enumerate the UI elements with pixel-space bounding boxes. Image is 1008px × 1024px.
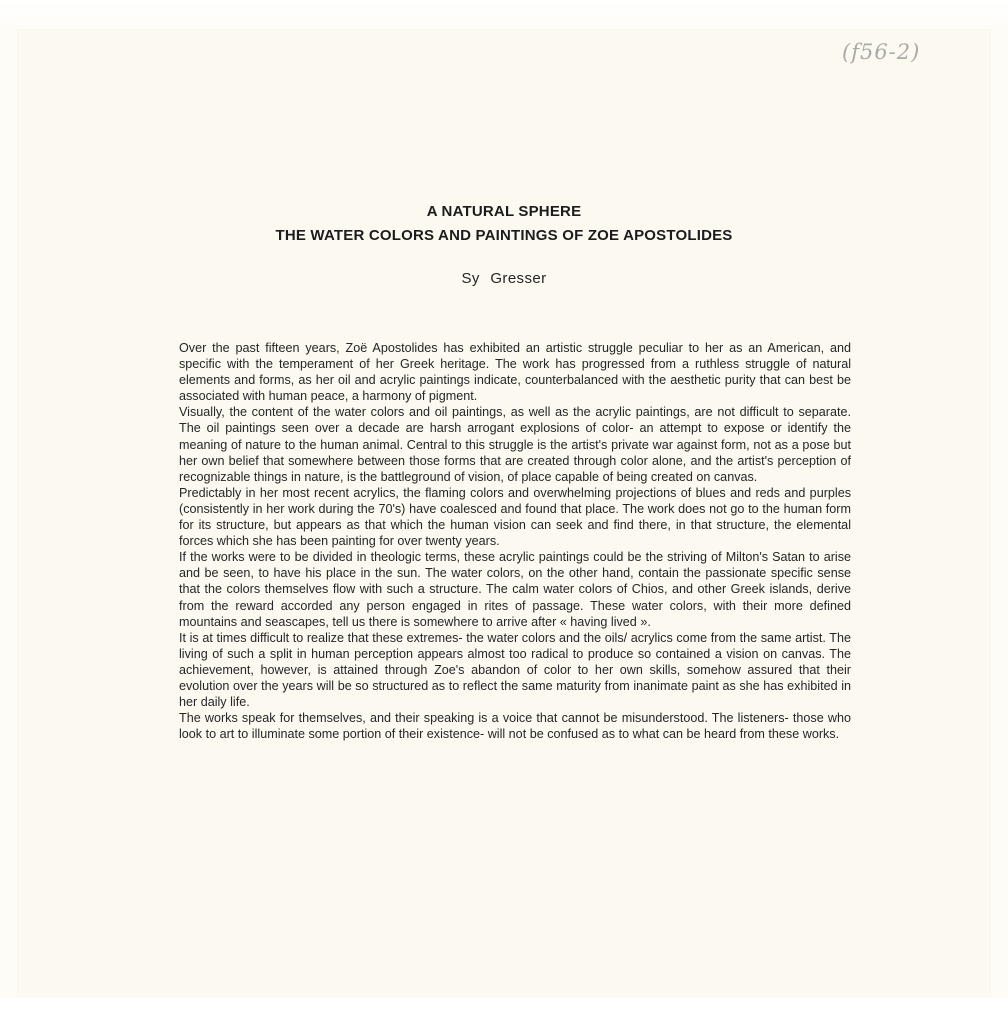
paragraph-2: Visually, the content of the water colors and oil paintings, as well as the acrylic paintings, are not difficult to separate. The oil paintings seen over a decade are harsh arrogant explosions of color- an attempt to expose or identify the meaning of nature to the human animal. Central to this struggle is the artist's private war against form, not as a pose but her own belief that somewhere between those forms that are created through color alone, and the artist's perception of recognizable things in nature, is the battleground of vision, of place capable of being created on canvas.: [179, 405, 851, 484]
title-line-2: THE WATER COLORS AND PAINTINGS OF ZOE APOSTOLIDES: [275, 227, 733, 244]
essay-body: [179, 340, 851, 742]
paragraph-5: It is at times difficult to realize that these extremes- the water colors and the oils/ acrylics come from the same artist. The living of such a split in human perception appears almost too radical to produce so contained a vision on canvas. The achievement, however, is attained through Zoe's abandon of color to her own skills, somehow assured that their evolution over the years will be so structured as to reflect the same maturity from inanimate paint as she has exhibited in her daily life.: [179, 630, 851, 710]
paragraph-4: If the works were to be divided in theologic terms, these acrylic paintings could be the striving of Milton's Satan to arise and be seen, to have his place in the sun. The water colors, on the other hand, contain the passionate specific sense that the colors themselves flow with such a structure. The calm water colors of Chios, and other Greek islands, derive from the reward accorded any person engaged in rites of passage. These water colors, with their more defined mountains and seascapes, tell us there is somewhere to arrive after « having lived ».: [179, 550, 851, 629]
paragraph-1: Over the past fifteen years, Zoë Apostolides has exhibited an artistic struggle peculiar to her as an American, and specific with the temperament of her Greek heritage. The work has progressed from a ruthless struggle of natural elements and forms, as her oil and acrylic paintings indicate, counterbalanced with the aesthetic purity that can best be associated with human peace, a harmony of pigment.: [179, 341, 851, 404]
document-title: [0, 200, 1008, 248]
paragraph-6: The works speak for themselves, and their speaking is a voice that cannot be misunderstood. The listeners- those who look to art to illuminate some portion of their existence- will not be confused as to what can be heard from these works.: [179, 711, 851, 742]
scan-background: [0, 0, 1008, 30]
author-name: Sy Gresser: [461, 270, 547, 287]
paragraph-3: Predictably in her most recent acrylics, the flaming colors and overwhelming projections of blues and reds and purples (consistently in her work during the 70's) have coalesced and found that place. The work does not go to the human form for its structure, but appears as that which the human vision can seek and find there, in that structure, the elemental forces which she has been painting for over twenty years.: [179, 485, 851, 549]
handwritten-annotation: (f56-2): [842, 40, 921, 64]
scan-bottom-margin: [0, 998, 1008, 1024]
title-line-1: A NATURAL SPHERE: [426, 203, 582, 220]
